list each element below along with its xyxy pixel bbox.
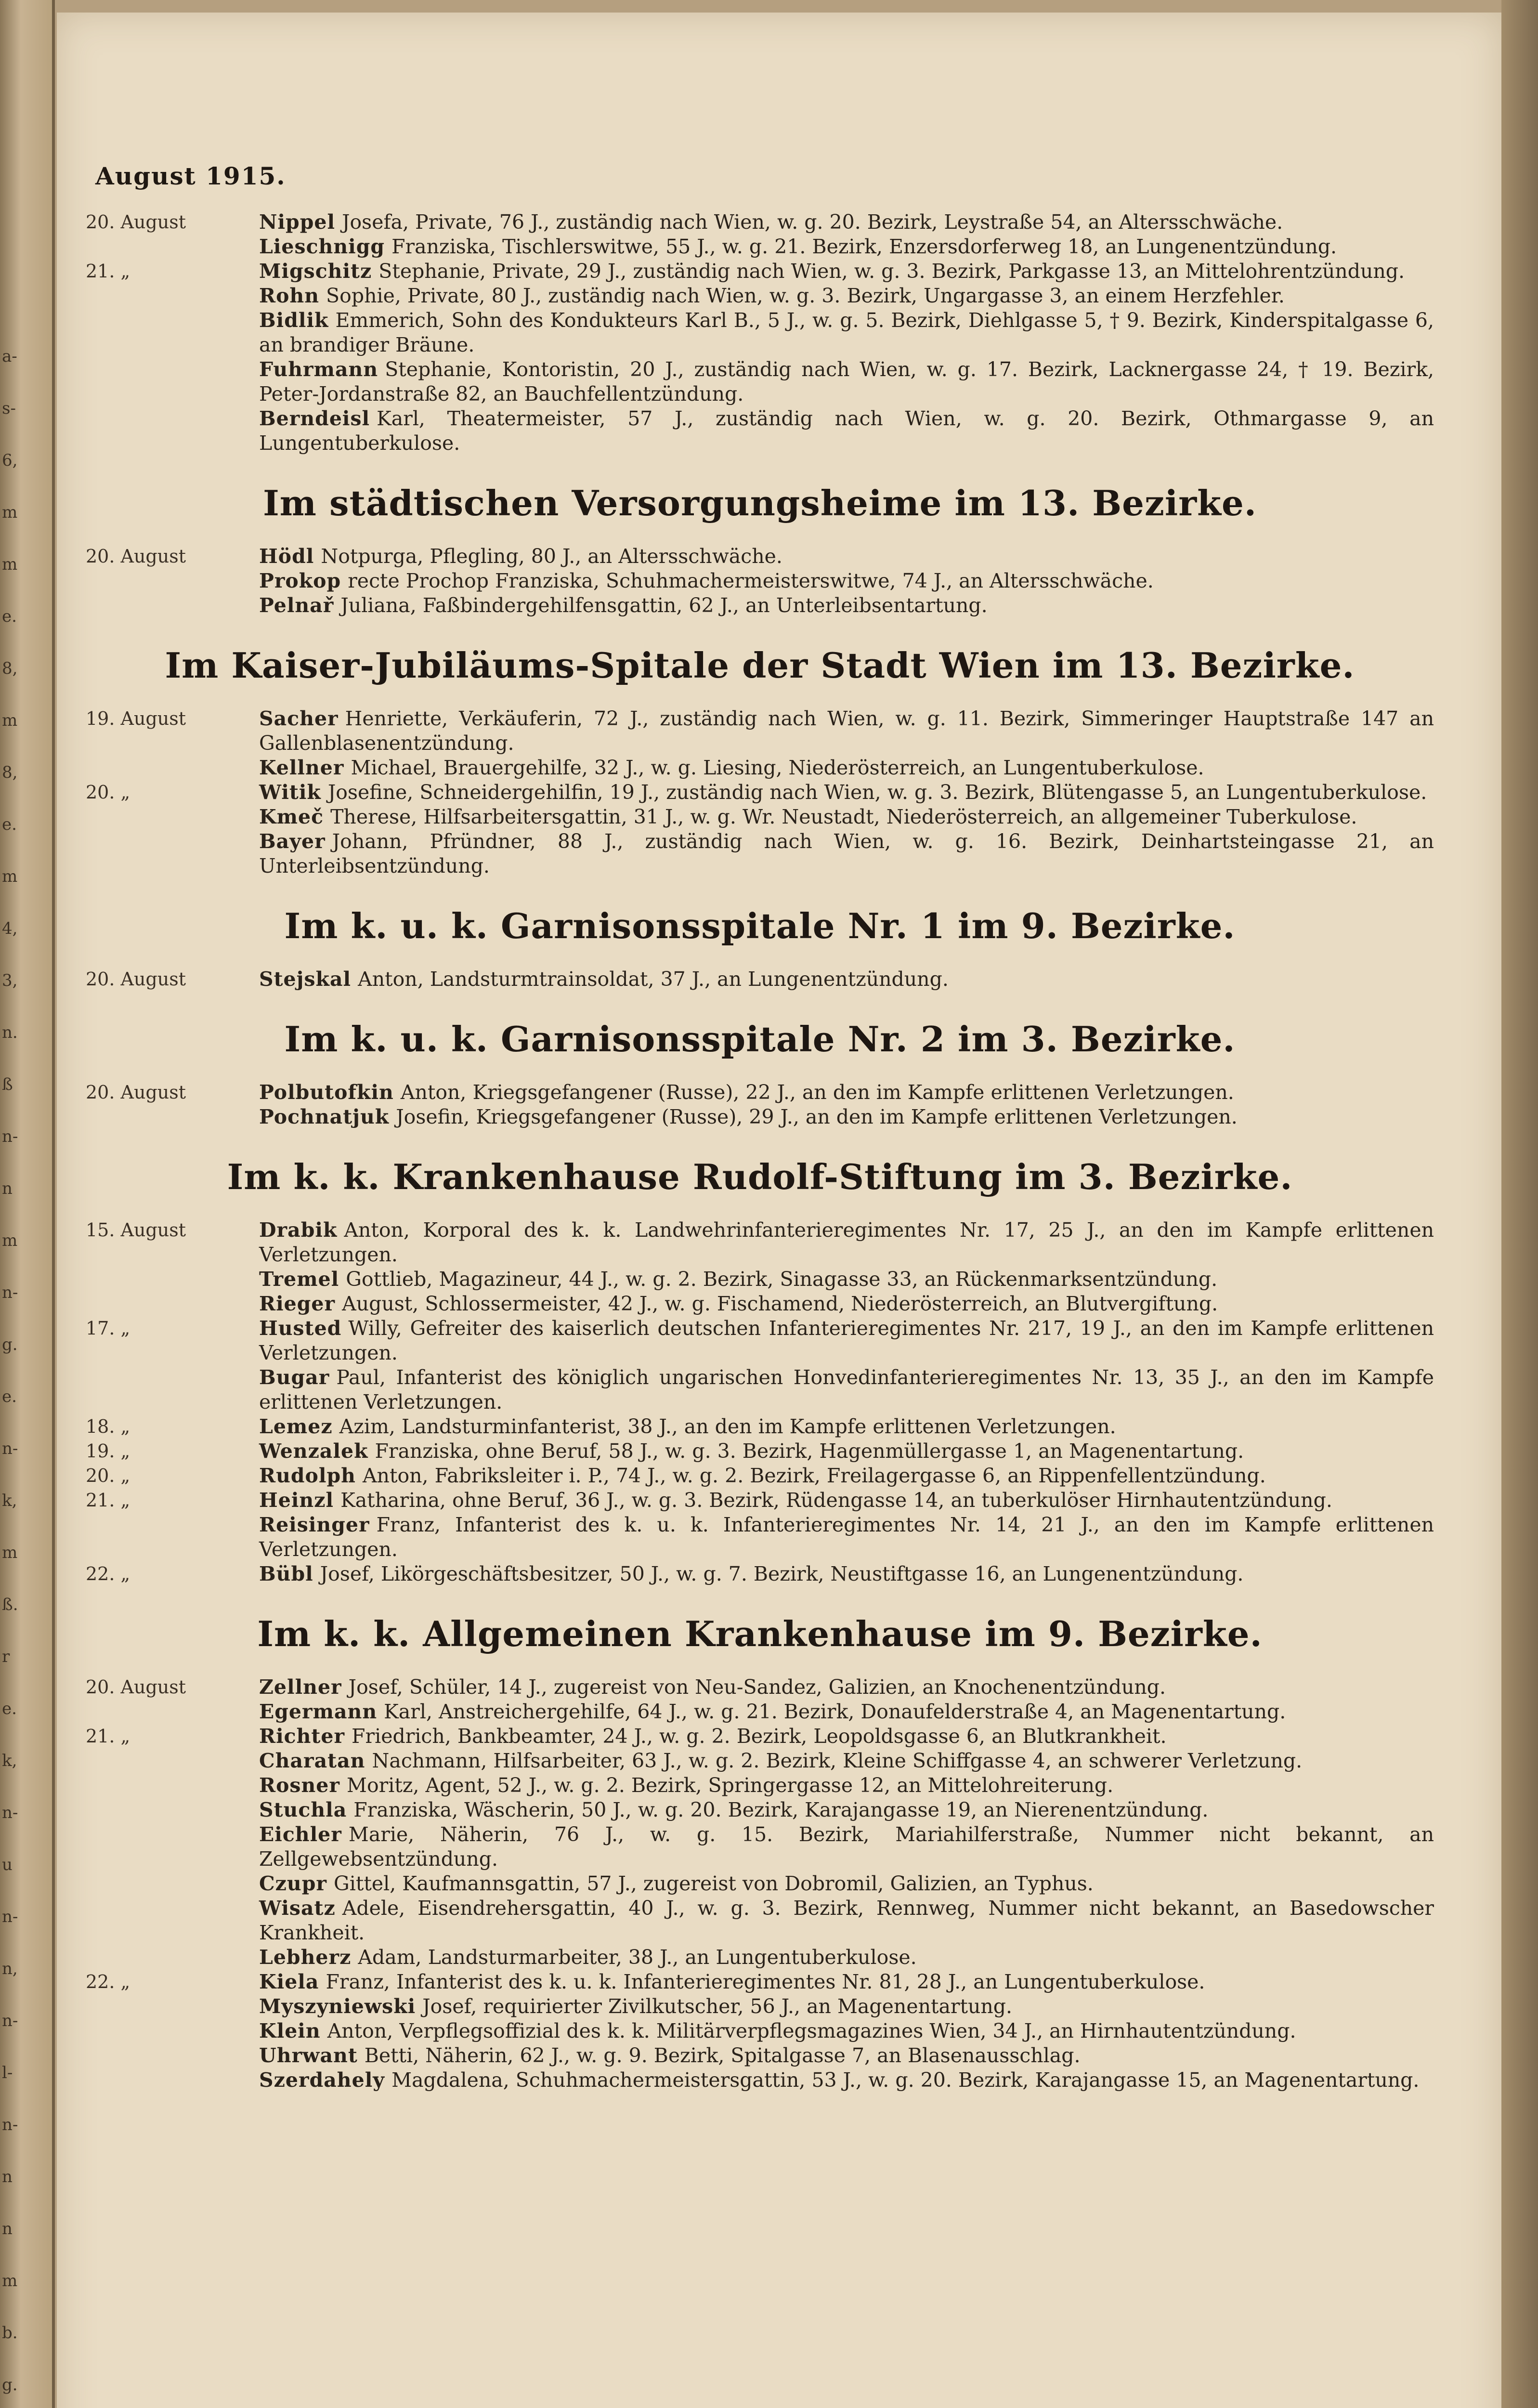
entry-text-block [259, 1414, 1434, 1439]
entry-details: Notpurga, Pflegling, 80 J., an Altersschwäche. [321, 545, 782, 568]
entry-surname: Uhrwant [259, 2044, 358, 2067]
entry-text-block [259, 707, 1434, 756]
death-entry [86, 1080, 1434, 1105]
entry-details: Anton, Kriegsgefangener (Russe), 22 J., an den im Kampfe erlittenen Verletzungen. [400, 1081, 1234, 1104]
entry-details: Anton, Landsturmtrainsoldat, 37 J., an Lungenentzündung. [358, 968, 949, 991]
death-entry [86, 1316, 1434, 1365]
death-entry [86, 1994, 1434, 2019]
entry-surname: Tremel [259, 1268, 339, 1291]
death-entry [86, 756, 1434, 780]
death-entry [86, 544, 1434, 569]
entry-surname: Egermann [259, 1700, 378, 1723]
entry-date: 18. „ [86, 1416, 130, 1437]
entry-surname: Fuhrmann [259, 358, 378, 381]
entry-details: Emmerich, Sohn des Kondukteurs Karl B., 5 J., w. g. 5. Bezirk, Diehlgasse 5, † 9. Bezirk, Kinderspitalgasse 6, an brandiger Bräune. [259, 309, 1434, 356]
death-entry [86, 1773, 1434, 1798]
section-3 [86, 904, 1434, 992]
prev-page-fragment: m [2, 1231, 18, 1250]
entry-text-block [259, 2068, 1434, 2093]
entry-surname: Prokop [259, 569, 341, 592]
entry-text-block [259, 967, 1434, 992]
entry-surname: Stuchla [259, 1798, 347, 1821]
prev-page-fragment: n- [2, 2115, 18, 2134]
prev-page-fragment: a- [2, 347, 17, 366]
entry-surname: Lebherz [259, 1946, 352, 1969]
entry-text-block [259, 235, 1434, 259]
entry-text-block [259, 1365, 1434, 1414]
previous-page-edge [0, 0, 55, 2408]
entry-surname: Pelnař [259, 594, 334, 617]
entry-details: recte Prochop Franziska, Schuhmachermeisterswitwe, 74 J., an Altersschwäche. [348, 569, 1154, 592]
entry-surname: Klein [259, 2019, 321, 2042]
entry-surname: Kiela [259, 1970, 319, 1993]
entry-text-block [259, 1267, 1434, 1292]
entry-text-block [259, 1218, 1434, 1267]
entry-text-block [259, 544, 1434, 569]
entry-surname: Rosner [259, 1774, 340, 1797]
entry-surname: Myszyniewski [259, 1995, 416, 2018]
entry-surname: Szerdahely [259, 2068, 385, 2092]
section-heading: Im städtischen Versorgungsheime im 13. Bezirke. [263, 483, 1257, 523]
section-heading: Im k. u. k. Garnisonsspitale Nr. 1 im 9. Bezirke. [284, 905, 1236, 946]
death-entry [86, 2019, 1434, 2043]
entry-details: Anton, Korporal des k. k. Landwehrinfanterieregimentes Nr. 17, 25 J., an den im Kampfe erlittenen Verletzungen. [259, 1218, 1434, 1266]
entry-details: Karl, Anstreichergehilfe, 64 J., w. g. 21. Bezirk, Donaufelderstraße 4, an Magenentartung. [384, 1700, 1286, 1723]
entry-surname: Kellner [259, 756, 344, 779]
entry-date: 22. „ [86, 1563, 130, 1584]
entry-text-block [259, 1439, 1434, 1464]
entry-text-block [259, 2043, 1434, 2068]
entry-text-block [259, 1798, 1434, 1822]
prev-page-fragment: r [2, 1647, 10, 1666]
entry-date: 20. August [86, 968, 186, 990]
prev-page-fragment: u [2, 1855, 13, 1874]
death-entry [86, 1464, 1434, 1488]
document-page [57, 13, 1501, 2408]
entry-surname: Reisinger [259, 1513, 370, 1536]
entry-surname: Wenzalek [259, 1440, 368, 1463]
entry-text-block [259, 593, 1434, 618]
entry-date: 22. „ [86, 1971, 130, 1992]
entry-surname: Sacher [259, 707, 339, 730]
section-0 [86, 210, 1434, 456]
prev-page-fragment: n [2, 2167, 13, 2186]
entry-details: Stephanie, Kontoristin, 20 J., zuständig nach Wien, w. g. 17. Bezirk, Lacknergasse 24, † 19. Bezirk, Peter-Jordanstraße 82, an Bauchfellentzündung. [259, 358, 1434, 406]
entry-details: Karl, Theatermeister, 57 J., zuständig nach Wien, w. g. 20. Bezirk, Othmargasse 9, an Lungentuberkulose. [259, 407, 1434, 455]
entry-text-block [259, 284, 1434, 308]
prev-page-fragment: l- [2, 2063, 13, 2082]
prev-page-fragment: 4, [2, 919, 18, 938]
death-entry [86, 235, 1434, 259]
entry-text-block [259, 259, 1434, 284]
death-entry [86, 1488, 1434, 1513]
entry-surname: Hödl [259, 545, 314, 568]
death-entry [86, 1724, 1434, 1749]
entry-surname: Berndeisl [259, 407, 370, 430]
death-entry [86, 284, 1434, 308]
entry-date: 21. „ [86, 1726, 130, 1747]
entry-details: Josef, Likörgeschäftsbesitzer, 50 J., w. g. 7. Bezirk, Neustiftgasse 16, an Lungenentzündung. [320, 1562, 1244, 1585]
death-entry [86, 1105, 1434, 1129]
section-heading: Im k. k. Krankenhause Rudolf-Stiftung im 3. Bezirke. [227, 1156, 1293, 1197]
death-entry [86, 1798, 1434, 1822]
prev-page-fragment: m [2, 2271, 18, 2290]
page-header: August 1915. [95, 162, 286, 190]
prev-page-fragment: 6, [2, 451, 18, 470]
section-heading: Im k. k. Allgemeinen Krankenhause im 9. Bezirke. [257, 1613, 1263, 1654]
entry-date: 20. „ [86, 782, 130, 803]
entry-details: Franz, Infanterist des k. u. k. Infanterieregimentes Nr. 14, 21 J., an den im Kampfe erlittenen Verletzungen. [259, 1513, 1434, 1561]
death-entry [86, 1414, 1434, 1439]
entry-surname: Polbutofkin [259, 1081, 394, 1104]
entry-details: Anton, Verpflegsoffizial des k. k. Militärverpflegsmagazines Wien, 34 J., an Hirnhautentzündung. [327, 2019, 1296, 2042]
entry-surname: Wisatz [259, 1897, 336, 1920]
entry-text-block [259, 2019, 1434, 2043]
book-edge-right [1501, 0, 1538, 2408]
death-entry [86, 829, 1434, 878]
entry-surname: Stejskal [259, 968, 352, 991]
death-entry [86, 1945, 1434, 1970]
entry-surname: Witik [259, 781, 321, 804]
entry-text-block [259, 1896, 1434, 1945]
entry-text-block [259, 829, 1434, 878]
entry-date: 21. „ [86, 261, 130, 282]
entry-details: Josefin, Kriegsgefangener (Russe), 29 J., an den im Kampfe erlittenen Verletzungen. [396, 1105, 1238, 1128]
page-content [86, 210, 1434, 2093]
entry-text-block [259, 1292, 1434, 1316]
entry-text-block [259, 1105, 1434, 1129]
entry-details: Nachmann, Hilfsarbeiter, 63 J., w. g. 2. Bezirk, Kleine Schiffgasse 4, an schwerer Verletzung. [372, 1749, 1303, 1772]
prev-page-fragment: m [2, 555, 18, 574]
death-entry [86, 1675, 1434, 1700]
entry-date: 20. August [86, 1082, 186, 1103]
prev-page-fragment: g. [2, 2375, 18, 2395]
section-6 [86, 1612, 1434, 2093]
entry-surname: Nippel [259, 210, 336, 234]
entry-details: Therese, Hilfsarbeitersgattin, 31 J., w. g. Wr. Neustadt, Niederösterreich, an allgemeiner Tuberkulose. [330, 805, 1357, 828]
entry-details: Johann, Pfründner, 88 J., zuständig nach Wien, w. g. 16. Bezirk, Deinhartsteingasse 21, an Unterleibsentzündung. [259, 830, 1434, 877]
entry-details: Friedrich, Bankbeamter, 24 J., w. g. 2. Bezirk, Leopoldsgasse 6, an Blutkrankheit. [352, 1725, 1167, 1748]
death-entry [86, 1218, 1434, 1267]
section-heading: Im k. u. k. Garnisonsspitale Nr. 2 im 3. Bezirke. [284, 1019, 1236, 1060]
death-entry [86, 1871, 1434, 1896]
entry-date: 19. August [86, 708, 186, 729]
prev-page-fragment: 8, [2, 763, 18, 782]
entry-details: Gittel, Kaufmannsgattin, 57 J., zugereist von Dobromil, Galizien, an Typhus. [334, 1872, 1094, 1895]
entry-text-block [259, 569, 1434, 593]
entry-text-block [259, 1994, 1434, 2019]
prev-page-fragment: e. [2, 1699, 17, 1718]
entry-date: 20. August [86, 546, 186, 567]
entry-date: 21. „ [86, 1490, 130, 1511]
entry-surname: Rieger [259, 1292, 336, 1315]
section-5 [86, 1155, 1434, 1586]
death-entry [86, 357, 1434, 406]
prev-page-fragment: e. [2, 1387, 17, 1406]
prev-page-fragment: n- [2, 1803, 18, 1822]
entry-surname: Bugar [259, 1366, 330, 1389]
death-entry [86, 1970, 1434, 1994]
entry-details: Stephanie, Private, 29 J., zuständig nach Wien, w. g. 3. Bezirk, Parkgasse 13, an Mittelohrentzündung. [378, 260, 1405, 283]
death-entry [86, 2068, 1434, 2093]
entry-text-block [259, 1562, 1434, 1586]
entry-details: Adele, Eisendrehersgattin, 40 J., w. g. 3. Bezirk, Rennweg, Nummer nicht bekannt, an Basedowscher Krankheit. [259, 1897, 1434, 1944]
entry-text-block [259, 1970, 1434, 1994]
entry-details: Gottlieb, Magazineur, 44 J., w. g. 2. Bezirk, Sinagasse 33, an Rückenmarksentzündung. [346, 1268, 1218, 1291]
entry-text-block [259, 1464, 1434, 1488]
death-entry [86, 1562, 1434, 1586]
death-entry [86, 1822, 1434, 1871]
prev-page-fragment: n- [2, 1439, 18, 1458]
prev-page-fragment: m [2, 867, 18, 886]
entry-details: Juliana, Faßbindergehilfensgattin, 62 J., an Unterleibsentartung. [340, 594, 988, 617]
entry-text-block [259, 1080, 1434, 1105]
entry-surname: Pochnatjuk [259, 1105, 390, 1128]
prev-page-fragment: ß. [2, 1595, 18, 1614]
entry-surname: Migschitz [259, 260, 372, 283]
entry-details: Franziska, ohne Beruf, 58 J., w. g. 3. Bezirk, Hagenmüllergasse 1, an Magenentartung. [375, 1440, 1244, 1463]
entry-surname: Zellner [259, 1675, 342, 1699]
entry-text-block [259, 308, 1434, 357]
entry-text-block [259, 406, 1434, 456]
death-entry [86, 1292, 1434, 1316]
prev-page-fragment: n- [2, 1907, 18, 1926]
entry-details: Betti, Näherin, 62 J., w. g. 9. Bezirk, Spitalgasse 7, an Blasenausschlag. [364, 2044, 1081, 2067]
entry-surname: Rohn [259, 284, 320, 307]
entry-surname: Bayer [259, 830, 326, 853]
entry-date: 20. August [86, 1676, 186, 1698]
entry-surname: Bübl [259, 1562, 313, 1585]
entry-text-block [259, 1871, 1434, 1896]
prev-page-fragment: 3, [2, 971, 18, 990]
death-entry [86, 805, 1434, 829]
prev-page-fragment: m [2, 503, 18, 522]
prev-page-fragment: n- [2, 1127, 18, 1146]
prev-page-fragment: n [2, 2219, 13, 2238]
entry-details: Franziska, Tischlerswitwe, 55 J., w. g. 21. Bezirk, Enzersdorferweg 18, an Lungenentzündung. [391, 235, 1337, 258]
entry-surname: Heinzl [259, 1489, 334, 1512]
prev-page-fragment: ß [2, 1075, 13, 1094]
entry-details: Anton, Fabriksleiter i. P., 74 J., w. g. 2. Bezirk, Freilagergasse 6, an Rippenfellentzündung. [362, 1464, 1266, 1487]
entry-surname: Bidlik [259, 309, 329, 332]
death-entry [86, 593, 1434, 618]
prev-page-fragment: g. [2, 1335, 18, 1354]
prev-page-fragment: 8, [2, 659, 18, 678]
entry-text-block [259, 1822, 1434, 1871]
entry-details: Michael, Brauergehilfe, 32 J., w. g. Liesing, Niederösterreich, an Lungentuberkulose. [351, 756, 1204, 779]
death-entry [86, 569, 1434, 593]
death-entry [86, 406, 1434, 456]
entry-details: Marie, Näherin, 76 J., w. g. 15. Bezirk, Mariahilferstraße, Nummer nicht bekannt, an Zellgewebsentzündung. [259, 1823, 1434, 1871]
entry-details: Franz, Infanterist des k. u. k. Infanterieregimentes Nr. 81, 28 J., an Lungentuberkulose. [326, 1970, 1205, 1993]
death-entry [86, 2043, 1434, 2068]
entry-details: Paul, Infanterist des königlich ungarischen Honvedinfanterieregimentes Nr. 13, 35 J., an den im Kampfe erlittenen Verletzungen. [259, 1366, 1434, 1413]
entry-details: Josefine, Schneidergehilfin, 19 J., zuständig nach Wien, w. g. 3. Bezirk, Blütengasse 5, an Lungentuberkulose. [327, 781, 1427, 804]
entry-text-block [259, 210, 1434, 235]
section-4 [86, 1018, 1434, 1129]
prev-page-fragment: b. [2, 2323, 18, 2343]
death-entry [86, 1365, 1434, 1414]
entry-surname: Eichler [259, 1823, 342, 1846]
entry-details: Henriette, Verkäuferin, 72 J., zuständig nach Wien, w. g. 11. Bezirk, Simmeringer Hauptstraße 147 an Gallenblasenentzündung. [259, 707, 1434, 755]
entry-date: 17. „ [86, 1318, 130, 1339]
entry-details: August, Schlossermeister, 42 J., w. g. Fischamend, Niederösterreich, an Blutvergiftung. [342, 1292, 1218, 1315]
prev-page-fragment: n. [2, 1023, 18, 1042]
entry-surname: Lieschnigg [259, 235, 385, 258]
section-1 [86, 482, 1434, 618]
entry-date: 20. „ [86, 1465, 130, 1486]
prev-page-fragment: e. [2, 607, 17, 626]
entry-text-block [259, 1316, 1434, 1365]
entry-details: Josef, requirierter Zivilkutscher, 56 J., an Magenentartung. [422, 1995, 1013, 2018]
prev-page-fragment: n- [2, 2011, 18, 2030]
entry-surname: Richter [259, 1725, 345, 1748]
entry-text-block [259, 357, 1434, 406]
entry-text-block [259, 1675, 1434, 1700]
entry-details: Sophie, Private, 80 J., zuständig nach Wien, w. g. 3. Bezirk, Ungargasse 3, an einem Herzfehler. [326, 284, 1285, 307]
entry-text-block [259, 1724, 1434, 1749]
entry-text-block [259, 805, 1434, 829]
entry-text-block [259, 1488, 1434, 1513]
section-2 [86, 644, 1434, 878]
death-entry [86, 1700, 1434, 1724]
prev-page-fragment: m [2, 1543, 18, 1562]
prev-page-fragment: n, [2, 1959, 18, 1978]
prev-page-fragment: n [2, 1179, 13, 1198]
entry-details: Magdalena, Schuhmachermeistersgattin, 53 J., w. g. 20. Bezirk, Karajangasse 15, an Magenentartung. [391, 2068, 1420, 2092]
death-entry [86, 1439, 1434, 1464]
entry-date: 19. „ [86, 1440, 130, 1462]
entry-text-block [259, 1513, 1434, 1562]
entry-details: Willy, Gefreiter des kaiserlich deutschen Infanterieregimentes Nr. 217, 19 J., an den im Kampfe erlittenen Verletzungen. [259, 1317, 1434, 1364]
death-entry [86, 707, 1434, 756]
entry-details: Josef, Schüler, 14 J., zugereist von Neu-Sandez, Galizien, an Knochenentzündung. [348, 1675, 1166, 1699]
entry-details: Franziska, Wäscherin, 50 J., w. g. 20. Bezirk, Karajangasse 19, an Nierenentzündung. [353, 1798, 1209, 1821]
death-entry [86, 259, 1434, 284]
death-entry [86, 967, 1434, 992]
death-entry [86, 1513, 1434, 1562]
entry-date: 20. August [86, 211, 186, 233]
death-entry [86, 1749, 1434, 1773]
death-entry [86, 1267, 1434, 1292]
entry-text-block [259, 1945, 1434, 1970]
entry-surname: Lemez [259, 1415, 333, 1438]
entry-text-block [259, 780, 1434, 805]
death-entry [86, 308, 1434, 357]
death-entry [86, 210, 1434, 235]
entry-text-block [259, 1700, 1434, 1724]
entry-details: Josefa, Private, 76 J., zuständig nach Wien, w. g. 20. Bezirk, Leystraße 54, an Altersschwäche. [342, 210, 1283, 234]
entry-surname: Drabik [259, 1218, 338, 1242]
entry-details: Adam, Landsturmarbeiter, 38 J., an Lungentuberkulose. [358, 1946, 917, 1969]
prev-page-fragment: k, [2, 1751, 17, 1770]
entry-details: Azim, Landsturminfanterist, 38 J., an den im Kampfe erlittenen Verletzungen. [339, 1415, 1116, 1438]
entry-details: Katharina, ohne Beruf, 36 J., w. g. 3. Bezirk, Rüdengasse 14, an tuberkulöser Hirnhautentzündung. [340, 1489, 1332, 1512]
entry-surname: Kmeč [259, 805, 324, 828]
prev-page-fragment: s- [2, 399, 16, 418]
prev-page-fragment: n- [2, 1283, 18, 1302]
section-heading: Im Kaiser-Jubiläums-Spitale der Stadt Wien im 13. Bezirke. [165, 645, 1355, 686]
death-entry [86, 780, 1434, 805]
prev-page-fragment: k, [2, 1491, 17, 1510]
entry-surname: Rudolph [259, 1464, 356, 1487]
entry-date: 15. August [86, 1219, 186, 1241]
prev-page-fragment: e. [2, 815, 17, 834]
prev-page-fragment: m [2, 711, 18, 730]
entry-surname: Husted [259, 1317, 342, 1340]
entry-surname: Charatan [259, 1749, 365, 1772]
entry-details: Moritz, Agent, 52 J., w. g. 2. Bezirk, Springergasse 12, an Mittelohreiterung. [347, 1774, 1114, 1797]
entry-text-block [259, 1749, 1434, 1773]
death-entry [86, 1896, 1434, 1945]
entry-surname: Czupr [259, 1872, 327, 1895]
entry-text-block [259, 756, 1434, 780]
entry-text-block [259, 1773, 1434, 1798]
